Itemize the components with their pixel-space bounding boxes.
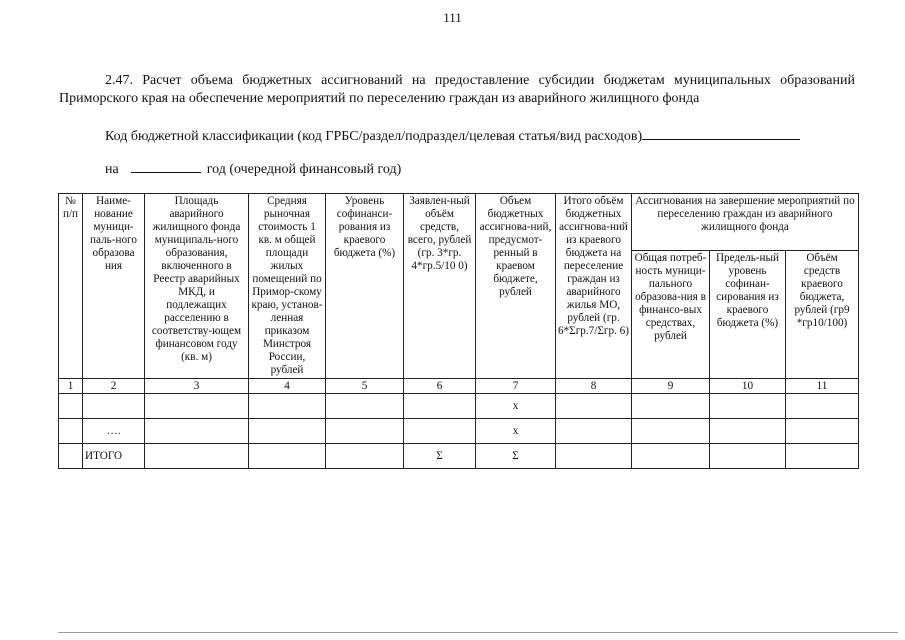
table-cell (710, 444, 786, 469)
header-col-2: Наиме-нование муници-паль-ного образова ния (83, 194, 145, 379)
table-cell (786, 419, 859, 444)
header-col-7: Объем бюджетных ассигнова-ний, предусмот-ренный в краевом бюджете, рублей (476, 194, 556, 379)
table-cell (404, 419, 476, 444)
budget-classification-label: Код бюджетной классификации (код ГРБС/раздел/подраздел/целевая статья/вид расходов) (105, 129, 643, 144)
table-cell (556, 394, 632, 419)
header-col-6: Заявлен-ный объём средств, всего, рублей (гр. 3*гр. 4*гр.5/10 0) (404, 194, 476, 379)
table-cell (556, 419, 632, 444)
table-cell (404, 394, 476, 419)
table-cell (249, 419, 326, 444)
table-cell (326, 419, 404, 444)
budget-classification-blank (642, 127, 800, 140)
table-cell (710, 394, 786, 419)
table-cell (786, 394, 859, 419)
fiscal-year-suffix: год (очередной финансовый год) (206, 162, 402, 177)
header-group-completion: Ассигнования на завершение мероприятий по переселению граждан из аварийного жилищного фонда (632, 194, 859, 251)
table-cell (59, 419, 83, 444)
municipality-cell (83, 394, 145, 419)
column-number-row (59, 379, 859, 394)
column-number: 8 (556, 379, 632, 394)
header-col-8: Итого объём бюджетных ассигнова-ний из краевого бюджета на переселение граждан из аварийного жилья МО, рублей (гр. 6*Σгр.7/Σгр. 6) (556, 194, 632, 379)
header-col-1: № п/п (59, 194, 83, 379)
table-cell (632, 419, 710, 444)
column-number: 4 (249, 379, 326, 394)
column-number: 10 (710, 379, 786, 394)
table-cell (59, 394, 83, 419)
column-number: 9 (632, 379, 710, 394)
column-number: 2 (83, 379, 145, 394)
fiscal-year-blank (131, 160, 201, 173)
column-number: 3 (145, 379, 249, 394)
table-cell (145, 394, 249, 419)
page-number: 111 (443, 10, 462, 25)
table-cell (326, 394, 404, 419)
table-cell (249, 444, 326, 469)
budget-allocation-cell: x (476, 419, 556, 444)
table-cell (145, 419, 249, 444)
total-label: ИТОГО (83, 444, 145, 469)
header-col-5: Уровень софинанси-рования из краевого бюджета (%) (326, 194, 404, 379)
header-col-9: Общая потреб-ность муници-пального образова-ния в финансо-вых средствах, рублей (632, 251, 710, 379)
column-number: 7 (476, 379, 556, 394)
table-cell (145, 444, 249, 469)
column-number: 11 (786, 379, 859, 394)
header-col-11: Объём средств краевого бюджета, рублей (гр9 *гр10/100) (786, 251, 859, 379)
budget-allocation-cell: x (476, 394, 556, 419)
table-cell (632, 394, 710, 419)
table-cell (326, 444, 404, 469)
header-row-top (59, 194, 859, 251)
header-col-10: Предель-ный уровень софинан-сирования из краевого бюджета (%) (710, 251, 786, 379)
fiscal-year-line (105, 160, 401, 178)
table-cell (710, 419, 786, 444)
table-cell (59, 444, 83, 469)
header-col-3: Площадь аварийного жилищного фонда муниципаль-ного образования, включенного в Реестр аварийных МКД, и подлежащих расселению в соответству-ющем финансовом году (кв. м) (145, 194, 249, 379)
budget-allocation-table (58, 193, 859, 469)
budget-classification-line (105, 127, 800, 145)
table-cell (249, 394, 326, 419)
table-row (59, 394, 859, 419)
total-row (59, 444, 859, 469)
table-cell (786, 444, 859, 469)
footer-rule (58, 632, 898, 633)
municipality-cell: …. (83, 419, 145, 444)
total-sum-col-6: Σ (404, 444, 476, 469)
table-cell (632, 444, 710, 469)
total-sum-col-7: Σ (476, 444, 556, 469)
fiscal-year-prefix: на (105, 162, 119, 177)
header-col-4: Средняя рыночная стоимость 1 кв. м общей площади жилых помещений по Примор-скому краю, установ-ленная приказом Минстроя России, рублей (249, 194, 326, 379)
table-row (59, 419, 859, 444)
column-number: 1 (59, 379, 83, 394)
column-number: 6 (404, 379, 476, 394)
table-cell (556, 444, 632, 469)
column-number: 5 (326, 379, 404, 394)
section-title: 2.47. Расчет объема бюджетных ассигнований на предоставление субсидии бюджетам муниципальных образований Приморского края на обеспечение мероприятий по переселению граждан из аварийного жилищного фонда (59, 73, 855, 106)
